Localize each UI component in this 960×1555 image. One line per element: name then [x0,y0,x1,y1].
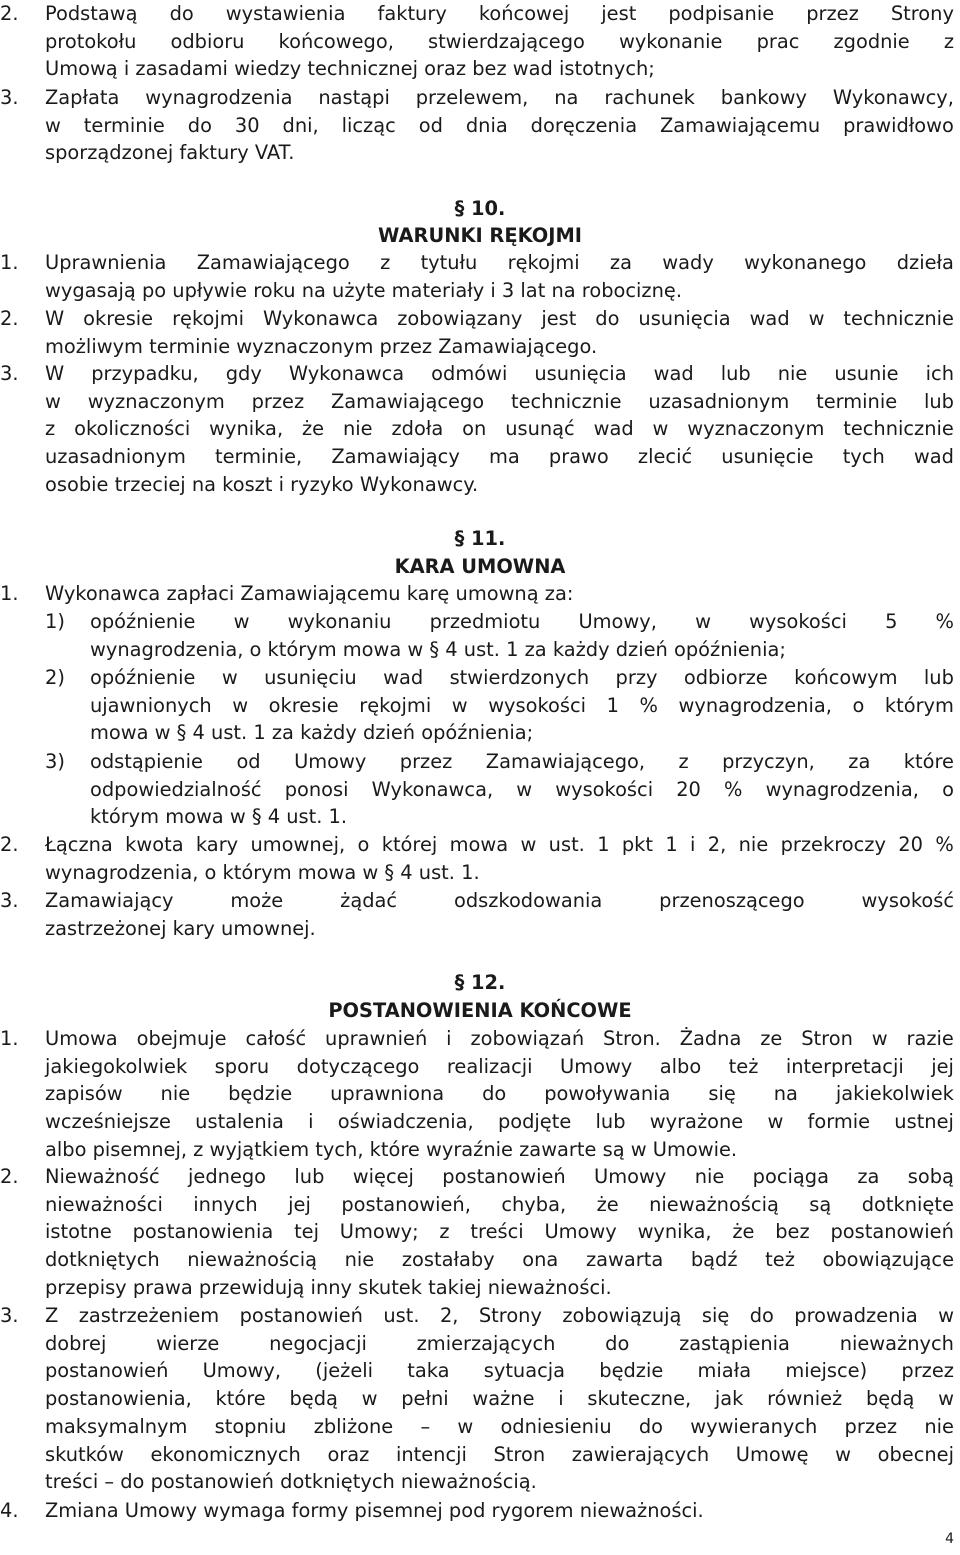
subitem-number: 3) [45,750,65,773]
paragraph-line [0,139,960,167]
text-line: Zmiana Umowy wymaga formy pisemnej pod rygorem nieważności. [45,1499,704,1522]
text-line: zastrzeżonej kary umownej. [45,916,316,940]
paragraph-line [0,915,960,943]
text-line: Umową i zasadami wiedzy technicznej oraz bez wad istotnych; [45,57,655,81]
section-heading: POSTANOWIENIA KOŃCOWE [328,999,632,1022]
subitem-line [0,664,960,692]
paragraph-line [0,277,960,305]
text-line: odstąpienie od Umowy przez Zamawiającego, z przyczyn, za które [90,750,954,773]
paragraph-line [0,1385,960,1413]
text-line: odpowiedzialność ponosi Wykonawca, w wysokości 20 % wynagrodzenia, o [90,777,954,801]
item-number: 3. [0,86,19,109]
paragraph-line [0,1053,960,1081]
text-line: uzasadnionym terminie, Zamawiający ma prawo zlecić usunięcie tych wad [45,445,954,469]
text-line: Uprawnienia Zamawiającego z tytułu rękojmi za wady wykonanego dzieła [45,251,954,274]
paragraph-line [0,443,960,471]
item-number: 1. [0,1027,19,1050]
section-heading: WARUNKI RĘKOJMI [378,224,582,247]
subitem-line [0,636,960,664]
paragraph-line [0,1413,960,1441]
page-number: 4 [945,1531,954,1547]
paragraph-line [0,471,960,499]
paragraph-line [0,0,960,28]
paragraph-line [0,1080,960,1108]
paragraph-line [0,1274,960,1302]
subitem-line [0,803,960,831]
text-line: przepisy prawa przewidują inny skutek takiej nieważności. [45,1275,612,1299]
section-heading: § 10. [454,197,506,220]
text-line: dotkniętych nieważnością nie zostałaby ona zawarta bądź też obowiązujące [45,1248,954,1272]
text-line: albo pisemnej, z wyjątkiem tych, które wyraźnie zawarte są w Umowie. [45,1137,738,1161]
paragraph-line [0,415,960,443]
paragraph-line [0,360,960,388]
paragraph-line [0,859,960,887]
text-line: dobrej wierze negocjacji zmierzających do zastąpienia nieważnych [45,1331,954,1355]
subitem-number: 1) [45,610,65,633]
text-line: Podstawą do wystawienia faktury końcowej jest podpisanie przez Strony [45,2,954,25]
paragraph-line [0,333,960,361]
text-line: Z zastrzeżeniem postanowień ust. 2, Strony zobowiązują się do prowadzenia w [45,1304,954,1327]
text-line: wcześniejsze ustalenia i oświadczenia, podjęte lub wyrażone w formie ustnej [45,1110,954,1134]
text-line: którym mowa w § 4 ust. 1. [90,805,348,829]
paragraph-line [0,1302,960,1330]
subitem-number: 2) [45,666,65,689]
paragraph-line [0,1191,960,1219]
paragraph-line [0,1468,960,1496]
paragraph-line [0,1497,960,1525]
item-number: 2. [0,833,19,856]
paragraph-line [0,1330,960,1358]
subitem-line [0,776,960,804]
subitem-line [0,748,960,776]
text-line: w terminie do 30 dni, licząc od dnia doręczenia Zamawiającemu prawidłowo [45,113,954,137]
text-line: jakiegokolwiek sporu dotyczącego realizacji Umowy albo też interpretacji jej [45,1054,954,1078]
text-line: zapisów nie będzie uprawniona do powoływania się na jakiekolwiek [45,1082,954,1106]
text-line: opóźnienie w wykonaniu przedmiotu Umowy, w wysokości 5 % [90,610,954,633]
text-line: istotne postanowienia tej Umowy; z treści Umowy wynika, że bez postanowień [45,1220,954,1244]
paragraph-line [0,831,960,859]
text-line: ujawnionych w okresie rękojmi w wysokości 1 % wynagrodzenia, o którym [90,693,954,717]
paragraph-line [0,1441,960,1469]
text-line: mowa w § 4 ust. 1 za każdy dzień opóźnienia; [90,721,534,745]
item-number: 1. [0,251,19,274]
section-heading: § 12. [454,971,506,994]
paragraph-line [0,887,960,915]
text-line: Wykonawca zapłaci Zamawiającemu karę umowną za: [45,582,574,605]
text-line: skutków ekonomicznych oraz intencji Stron zawierających Umowę w obecnej [45,1442,954,1466]
paragraph-line [0,305,960,333]
text-line: postanowienia, które będą w pełni ważne i skuteczne, jak również będą w [45,1387,954,1411]
paragraph-line [0,1218,960,1246]
text-line: Zamawiający może żądać odszkodowania przenoszącego wysokość [45,889,954,912]
item-number: 3. [0,889,19,912]
item-number: 3. [0,1304,19,1327]
section-heading: § 11. [454,527,506,550]
text-line: W przypadku, gdy Wykonawca odmówi usunięcia wad lub nie usunie ich [45,362,954,385]
item-number: 2. [0,307,19,330]
text-line: opóźnienie w usunięciu wad stwierdzonych przy odbiorze końcowym lub [90,666,954,689]
paragraph-line [0,1163,960,1191]
item-number: 3. [0,362,19,385]
paragraph-line [0,1357,960,1385]
paragraph-line [0,1025,960,1053]
paragraph-line [0,1108,960,1136]
item-number: 4. [0,1499,19,1522]
text-line: możliwym terminie wyznaczonym przez Zamawiającego. [45,334,598,358]
paragraph-line [0,249,960,277]
text-line: Zapłata wynagrodzenia nastąpi przelewem, na rachunek bankowy Wykonawcy, [45,86,954,109]
paragraph-line [0,1246,960,1274]
paragraph-line [0,28,960,56]
text-line: maksymalnym stopniu zbliżone – w odniesieniu do wywieranych przez nie [45,1414,954,1438]
text-line: protokołu odbioru końcowego, stwierdzającego wykonanie prac zgodnie z [45,29,954,53]
text-line: W okresie rękojmi Wykonawca zobowiązany jest do usunięcia wad w technicznie [45,307,954,330]
text-line: osobie trzeciej na koszt i ryzyko Wykonawcy. [45,472,479,496]
paragraph-line [0,84,960,112]
text-line: nieważności innych jej postanowień, chyba, że nieważnością są dotknięte [45,1192,954,1216]
paragraph-line [0,580,960,608]
text-line: Nieważność jednego lub więcej postanowień Umowy nie pociąga za sobą [45,1165,954,1188]
text-line: Łączna kwota kary umownej, o której mowa w ust. 1 pkt 1 i 2, nie przekroczy 20 % [45,833,954,856]
paragraph-line [0,388,960,416]
paragraph-line [0,112,960,140]
text-line: sporządzonej faktury VAT. [45,141,295,165]
subitem-line [0,692,960,720]
paragraph-line [0,55,960,83]
text-line: wygasają po upływie roku na użyte materiały i 3 lat na robociznę. [45,278,682,302]
text-line: wynagrodzenia, o którym mowa w § 4 ust. 1 za każdy dzień opóźnienia; [90,637,786,661]
text-line: z okoliczności wynika, że nie zdoła on usunąć wad w wyznaczonym technicznie [45,417,954,441]
text-line: Umowa obejmuje całość uprawnień i zobowiązań Stron. Żadna ze Stron w razie [45,1027,954,1050]
text-line: treści – do postanowień dotkniętych nieważnością. [45,1470,537,1494]
section-heading: KARA UMOWNA [394,555,566,578]
subitem-line [0,608,960,636]
text-line: postanowień Umowy, (jeżeli taka sytuacja będzie miała miejsce) przez [45,1359,954,1383]
item-number: 1. [0,582,19,605]
paragraph-line [0,1136,960,1164]
text-line: wynagrodzenia, o którym mowa w § 4 ust. 1. [45,860,480,884]
item-number: 2. [0,2,19,25]
subitem-line [0,719,960,747]
item-number: 2. [0,1165,19,1188]
text-line: w wyznaczonym przez Zamawiającego technicznie uzasadnionym terminie lub [45,389,954,413]
